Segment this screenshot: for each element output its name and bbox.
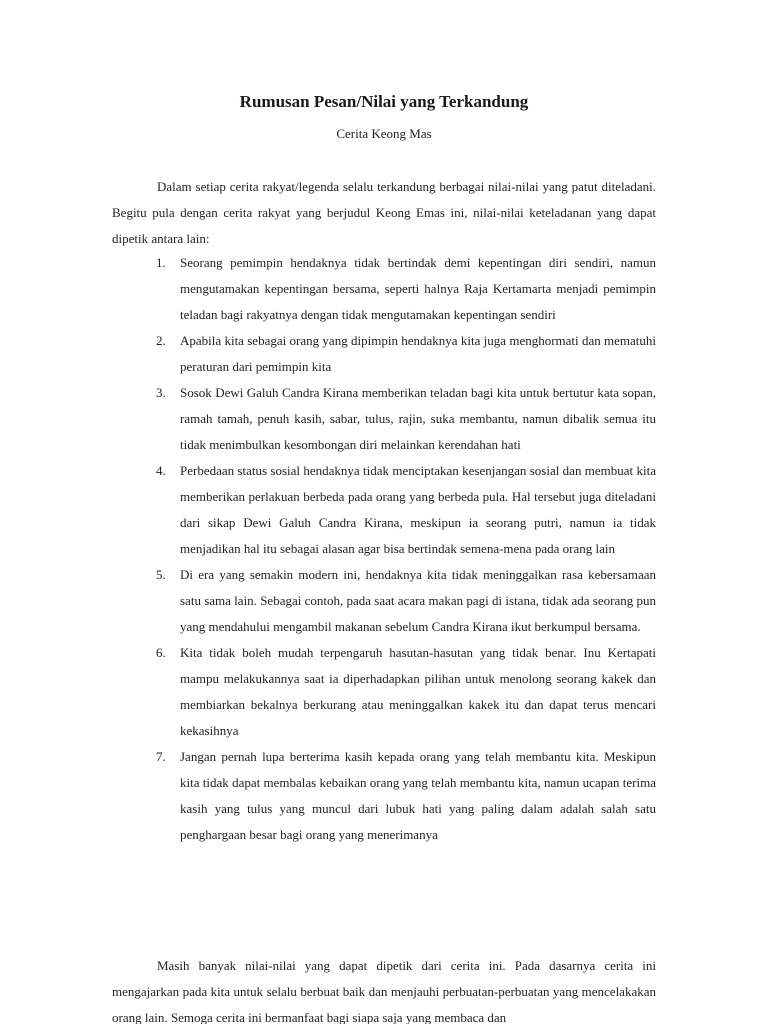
closing-paragraph: Masih banyak nilai-nilai yang dapat dipetik dari cerita ini. Pada dasarnya cerita ini mengajarkan pada kita untuk selalu berbuat baik dan menjauhi perbuatan-perbuatan yang mencelakakan orang lain. Semoga cerita ini bermanfaat bagi siapa saja yang membaca dan (112, 958, 656, 1024)
list-item-text: Sosok Dewi Galuh Candra Kirana memberikan teladan bagi kita untuk bertutur kata sopan, ramah tamah, penuh kasih, sabar, tulus, rajin, suka membantu, namun dibalik semua itu tidak menimbulkan kesombongan diri melainkan kerendahan hati (180, 385, 656, 452)
list-item-number: 1. (156, 255, 166, 270)
list-item (112, 562, 656, 640)
list-item (112, 328, 656, 380)
list-item-number: 3. (156, 385, 166, 400)
list-item-text: Apabila kita sebagai orang yang dipimpin hendaknya kita juga menghormati dan mematuhi peraturan dari pemimpin kita (180, 333, 656, 374)
list-item-number: 4. (156, 463, 166, 478)
list-item (112, 640, 656, 744)
page-title: Rumusan Pesan/Nilai yang Terkandung (239, 92, 529, 111)
list-item (112, 744, 656, 848)
list-item (112, 380, 656, 458)
page-subtitle: Cerita Keong Mas (336, 126, 432, 141)
list-item-number: 6. (156, 645, 166, 660)
intro-paragraph: Dalam setiap cerita rakyat/legenda selalu terkandung berbagai nilai-nilai yang patut diteladani. Begitu pula dengan cerita rakyat yang berjudul Keong Emas ini, nilai-nilai keteladanan yang dapat dipetik antara lain: (112, 179, 656, 246)
list-item-text: Seorang pemimpin hendaknya tidak bertindak demi kepentingan diri sendiri, namun mengutamakan kepentingan bersama, seperti halnya Raja Kertamarta menjadi pemimpin teladan bagi rakyatnya dengan tidak mengutamakan kepentingan sendiri (180, 255, 656, 322)
list-item-text: Perbedaan status sosial hendaknya tidak menciptakan kesenjangan sosial dan membuat kita memberikan perlakuan berbeda pada orang yang berbeda pula. Hal tersebut juga diteladani dari sikap Dewi Galuh Candra Kirana, meskipun ia seorang putri, namun ia tidak menjadikan hal itu sebagai alasan agar bisa bertindak semena-mena pada orang lain (180, 463, 656, 556)
list-item (112, 250, 656, 328)
values-list (112, 250, 656, 848)
list-item-text: Di era yang semakin modern ini, hendaknya kita tidak meninggalkan rasa kebersamaan satu sama lain. Sebagai contoh, pada saat acara makan pagi di istana, tidak ada seorang pun yang mendahului mengambil makanan sebelum Candra Kirana ikut berkumpul bersama. (180, 567, 656, 634)
list-item-text: Kita tidak boleh mudah terpengaruh hasutan-hasutan yang tidak benar. Inu Kertapati mampu melakukannya saat ia diperhadapkan pilihan untuk menolong seorang kakek dan membiarkan bekalnya berkurang atau meninggalkan kakek itu dan dapat terus mencari kekasihnya (180, 645, 656, 738)
list-item-number: 7. (156, 749, 166, 764)
list-item-number: 2. (156, 333, 166, 348)
list-item (112, 458, 656, 562)
list-item-number: 5. (156, 567, 166, 582)
list-item-text: Jangan pernah lupa berterima kasih kepada orang yang telah membantu kita. Meskipun kita tidak dapat membalas kebaikan orang yang telah membantu kita, namun ucapan terima kasih yang tulus yang muncul dari lubuk hati yang paling dalam adalah salah satu penghargaan besar bagi orang yang menerimanya (180, 749, 656, 842)
